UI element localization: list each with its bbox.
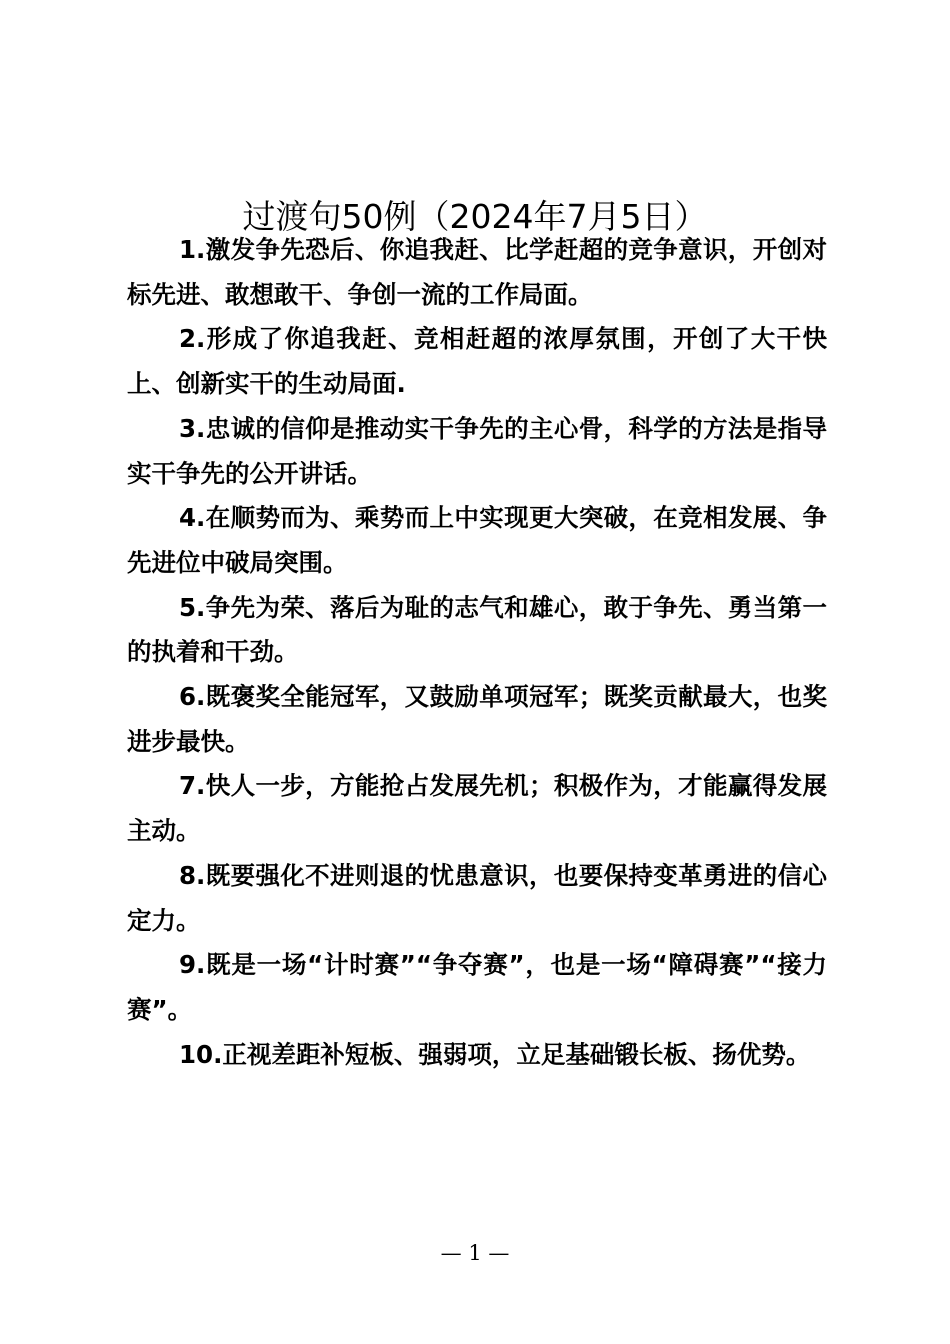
list-item: 1.激发争先恐后、你追我赶、比学赶超的竞争意识，开创对标先进、敢想敢干、争创一流的工作局面。	[127, 235, 827, 309]
list-item: 6.既褒奖全能冠军，又鼓励单项冠军；既奖贡献最大，也奖进步最快。	[127, 682, 827, 756]
list-item: 10.正视差距补短板、强弱项，立足基础锻长板、扬优势。	[179, 1039, 811, 1069]
page-title: 过渡句50例（2024年7月5日）	[242, 197, 708, 237]
list-item: 2.形成了你追我赶、竞相赶超的浓厚氛围，开创了大干快上、创新实干的生动局面.	[127, 324, 827, 399]
list-item: 8.既要强化不进则退的忧患意识，也要保持变革勇进的信心定力。	[127, 860, 827, 935]
page-number: — 1 —	[440, 1241, 510, 1265]
list-item: 7.快人一步，方能抢占发展先机；积极作为，才能赢得发展主动。	[127, 771, 827, 846]
list-item: 9.既是一场“计时赛”“争夺赛”，也是一场“障碍赛”“接力赛”。	[127, 950, 827, 1024]
list-item: 3.忠诚的信仰是推动实干争先的主心骨，科学的方法是指导实干争先的公开讲话。	[127, 413, 827, 488]
sentence-list	[127, 228, 827, 1077]
list-item: 4.在顺势而为、乘势而上中实现更大突破，在竞相发展、争先进位中破局突围。	[127, 503, 827, 577]
list-item: 5.争先为荣、落后为耻的志气和雄心，敢于争先、勇当第一的执着和干劲。	[127, 592, 827, 667]
